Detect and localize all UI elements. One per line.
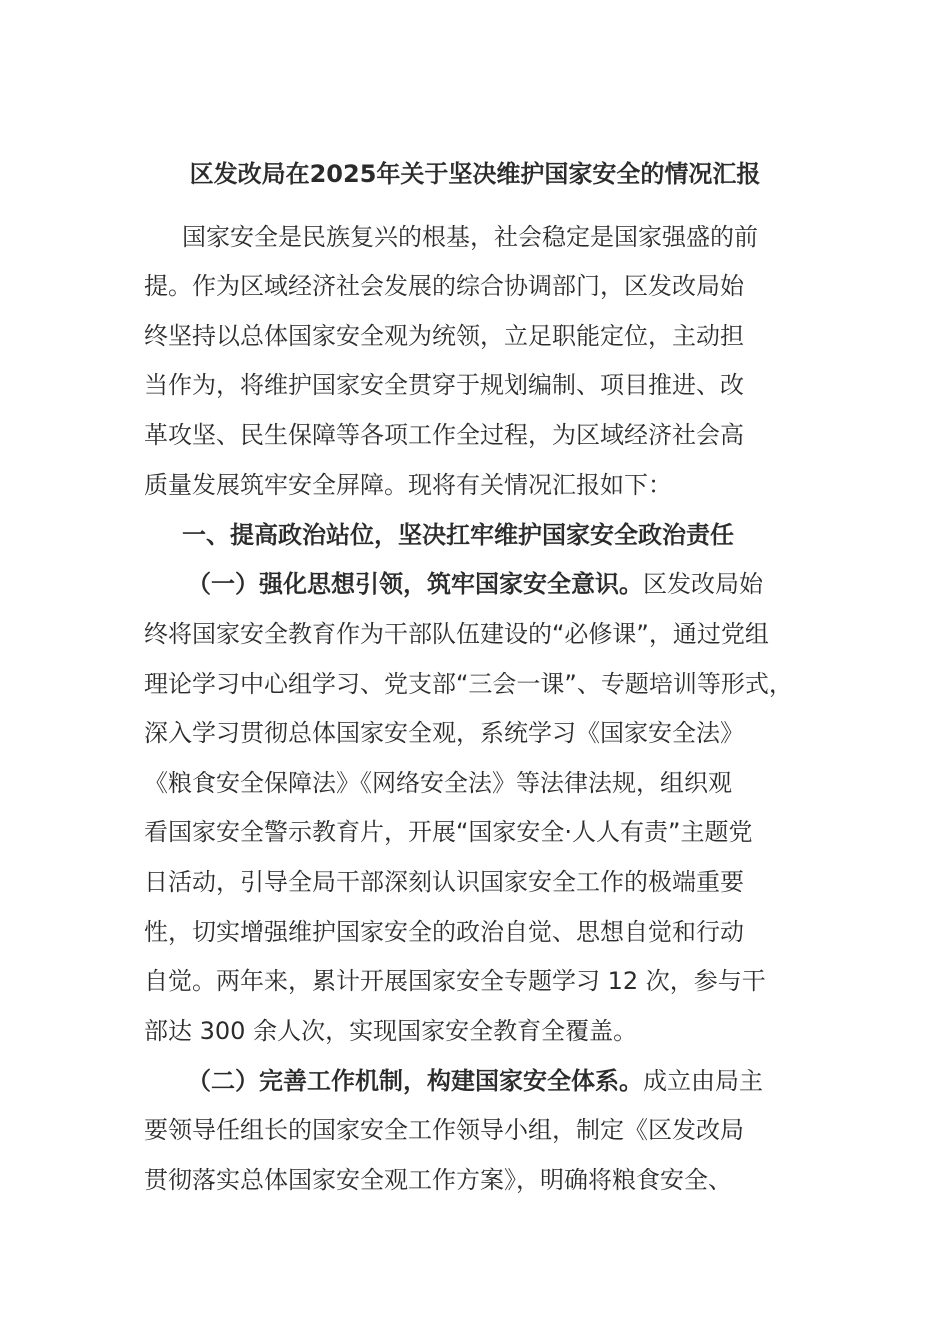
item-1-line: 日活动，引导全局干部深刻认识国家安全工作的极端重要 (144, 868, 744, 896)
section-heading-1: 一、提高政治站位，坚决扛牢维护国家安全政治责任 (182, 521, 734, 549)
item-1-line: 性，切实增强维护国家安全的政治自觉、思想自觉和行动 (144, 918, 744, 946)
intro-line-3: 终坚持以总体国家安全观为统领，立足职能定位，主动担 (144, 322, 744, 350)
item-1-line: 看国家安全警示教育片，开展“国家安全·人人有责”主题党 (144, 818, 753, 846)
item-2-line: 要领导任组长的国家安全工作领导小组，制定《区发改局 (144, 1116, 744, 1144)
item-1-line: 部达 300 余人次，实现国家安全教育全覆盖。 (144, 1017, 638, 1045)
item-1-line: 深入学习贯彻总体国家安全观，系统学习《国家安全法》 (144, 719, 744, 747)
intro-line-2: 提。作为区域经济社会发展的综合协调部门，区发改局始 (144, 272, 744, 300)
item-1-line: 理论学习中心组学习、党支部“三会一课”、专题培训等形式， (144, 670, 793, 698)
item-1-line: 终将国家安全教育作为干部队伍建设的“必修课”，通过党组 (144, 620, 769, 648)
intro-line-1: 国家安全是民族复兴的根基，社会稳定是国家强盛的前 (182, 223, 758, 251)
item-2-heading: （二）完善工作机制，构建国家安全体系。 (187, 1067, 643, 1095)
item-1-line: 《粮食安全保障法》《网络安全法》等法律法规，组织观 (144, 769, 732, 797)
item-1-heading: （一）强化思想引领，筑牢国家安全意识。 (187, 570, 643, 598)
intro-line-4: 当作为，将维护国家安全贯穿于规划编制、项目推进、改 (144, 371, 744, 399)
item-1-line: 自觉。两年来，累计开展国家安全专题学习 12 次，参与干 (144, 967, 766, 995)
item-2-line: 贯彻落实总体国家安全观工作方案》，明确将粮食安全、 (144, 1166, 732, 1194)
item-2-first-line-text: 成立由局主 (643, 1067, 763, 1095)
intro-line-5: 革攻坚、民生保障等各项工作全过程，为区域经济社会高 (144, 421, 744, 449)
item-1-first-line-text: 区发改局始 (643, 570, 763, 598)
item-2-first-line (187, 1061, 763, 1101)
item-1-first-line (187, 564, 763, 604)
intro-line-6: 质量发展筑牢安全屏障。现将有关情况汇报如下： (144, 471, 672, 499)
document-title: 区发改局在2025年关于坚决维护国家安全的情况汇报 (189, 160, 761, 188)
